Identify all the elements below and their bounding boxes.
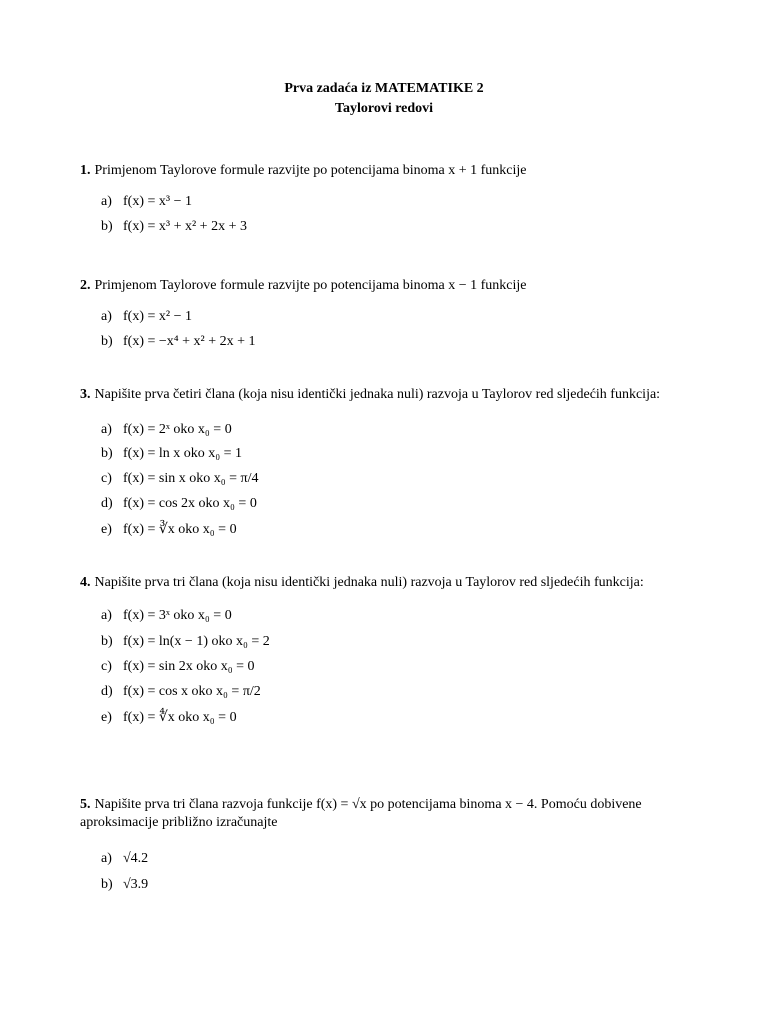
item-expression: f(x) = x³ + x² + 2x + 3 <box>123 219 247 234</box>
problem-number: 2. <box>80 278 91 293</box>
problem-number: 4. <box>80 575 91 590</box>
item-label: b) <box>101 334 113 349</box>
item-expression: f(x) = sin x oko x₀ = π/4 <box>123 471 259 486</box>
item-label: c) <box>101 659 112 674</box>
problem-1-item-b <box>101 218 247 236</box>
problem-number: 5. <box>80 797 91 812</box>
document-subtitle: Taylorovi redovi <box>334 101 434 116</box>
problem-4-item-b <box>101 633 270 651</box>
problem-text: Primjenom Taylorove formule razvijte po potencijama binoma x − 1 funkcije <box>94 278 527 293</box>
item-expression: f(x) = sin 2x oko x₀ = 0 <box>123 659 255 674</box>
problem-number: 1. <box>80 163 91 178</box>
item-expression: f(x) = cos 2x oko x₀ = 0 <box>123 496 257 511</box>
problem-4-item-a <box>101 607 232 625</box>
problem-4 <box>80 574 720 592</box>
item-label: a) <box>101 194 112 209</box>
problem-3-item-d <box>101 495 257 513</box>
item-expression: f(x) = ln(x − 1) oko x₀ = 2 <box>123 634 270 649</box>
item-expression: √4.2 <box>123 851 149 866</box>
item-label: e) <box>101 710 112 725</box>
problem-1-item-a <box>101 193 192 211</box>
problem-4-item-d <box>101 683 261 701</box>
item-label: c) <box>101 471 112 486</box>
problem-3-item-b <box>101 445 242 463</box>
problem-5 <box>80 796 720 832</box>
problem-3-item-e <box>101 521 237 539</box>
item-label: b) <box>101 446 113 461</box>
item-expression: f(x) = x³ − 1 <box>123 194 192 209</box>
item-expression: f(x) = ∛x oko x₀ = 0 <box>123 522 237 537</box>
problem-number: 3. <box>80 387 91 402</box>
problem-2 <box>80 277 720 295</box>
item-expression: f(x) = 2ˣ oko x₀ = 0 <box>123 422 232 437</box>
item-label: a) <box>101 851 112 866</box>
item-label: a) <box>101 422 112 437</box>
item-label: d) <box>101 496 113 511</box>
problem-5-item-b <box>101 876 148 894</box>
item-label: d) <box>101 684 113 699</box>
problem-text: Napišite prva tri člana (koja nisu identički jednaka nuli) razvoja u Taylorov red sljedećih funkcija: <box>94 575 644 590</box>
item-expression: f(x) = ln x oko x₀ = 1 <box>123 446 243 461</box>
item-expression: f(x) = cos x oko x₀ = π/2 <box>123 684 261 699</box>
problem-5-item-a <box>101 850 148 868</box>
problem-text: Napišite prva četiri člana (koja nisu identički jednaka nuli) razvoja u Taylorov red sljedećih funkcija: <box>94 387 661 402</box>
item-label: b) <box>101 877 113 892</box>
problem-4-item-e <box>101 709 237 727</box>
problem-text: Primjenom Taylorove formule razvijte po potencijama binoma x + 1 funkcije <box>94 163 527 178</box>
item-expression: f(x) = x² − 1 <box>123 309 192 324</box>
item-expression: f(x) = ∜x oko x₀ = 0 <box>123 710 237 725</box>
item-label: a) <box>101 309 112 324</box>
problem-4-item-c <box>101 658 255 676</box>
problem-3 <box>80 386 720 404</box>
item-label: e) <box>101 522 112 537</box>
problem-3-item-c <box>101 470 258 488</box>
item-expression: f(x) = 3ˣ oko x₀ = 0 <box>123 608 232 623</box>
problem-text: Napišite prva tri člana razvoja funkcije f(x) = √x po potencijama binoma x − 4. Pomoću dobivene aproksimacije približno izračunajte <box>80 797 642 830</box>
item-label: b) <box>101 634 113 649</box>
problem-3-item-a <box>101 421 232 439</box>
item-label: a) <box>101 608 112 623</box>
problem-2-item-b <box>101 333 256 351</box>
item-expression: f(x) = −x⁴ + x² + 2x + 1 <box>123 334 256 349</box>
document-title: Prva zadaća iz MATEMATIKE 2 <box>284 81 484 96</box>
problem-1 <box>80 162 720 180</box>
problem-2-item-a <box>101 308 192 326</box>
item-label: b) <box>101 219 113 234</box>
item-expression: √3.9 <box>123 877 149 892</box>
